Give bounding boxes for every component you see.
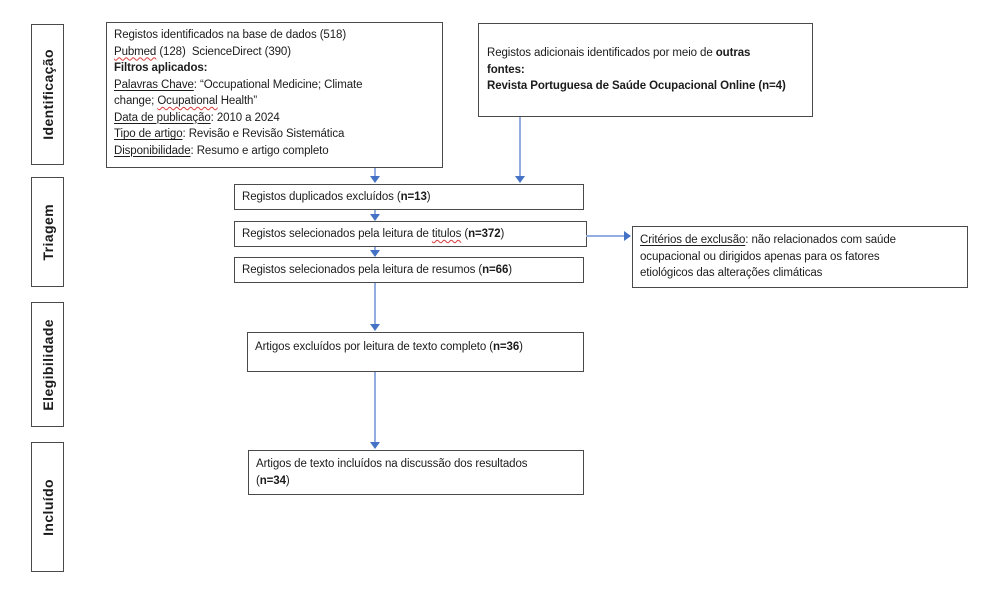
text-line (640, 265, 960, 282)
arrow-fulltext-to-included-icon (370, 372, 380, 449)
text-line (255, 339, 576, 356)
arrow-down-head-icon (515, 176, 525, 183)
arrow-shaft (586, 235, 625, 237)
text-segment: (128) ScienceDirect (390) (156, 45, 291, 58)
arrow-down-head-icon (370, 176, 380, 183)
arrow-titles-to-exclusion-criteria-icon (586, 231, 631, 241)
text-line (256, 456, 576, 473)
arrow-shaft (374, 372, 376, 443)
text-segment: Critérios de exclusão (640, 234, 746, 247)
text-segment: Filtros aplicados: (114, 62, 208, 74)
text-line (487, 45, 805, 62)
text-segment: Registos selecionados pela leitura de resumos ( (242, 263, 483, 276)
text-line (487, 62, 805, 79)
text-line (640, 249, 960, 266)
text-segment: : “Occupational Medicine; Climate (193, 78, 363, 91)
text-segment: Registos duplicados excluídos ( (242, 190, 401, 203)
stage-box-incluido (31, 442, 64, 572)
text-segment: Registos identificados na base de dados (518) (114, 29, 347, 41)
arrow-shaft (374, 283, 376, 325)
text-line (114, 143, 435, 160)
text-segment: Disponibilidade (114, 144, 191, 157)
text-segment: fontes: (487, 63, 525, 76)
stage-box-elegibilidade (31, 302, 64, 427)
text-segment: Registos adicionais identificados por meio de (487, 47, 716, 60)
text-segment: Ocupational (157, 95, 218, 107)
text-segment: change; (114, 95, 158, 107)
text-segment: : Resumo e artigo completo (190, 144, 329, 157)
stage-label-triagem: Triagem (39, 203, 56, 261)
exclusion-criteria-box (632, 226, 968, 288)
text-line (242, 189, 576, 206)
text-segment: n=372 (468, 227, 501, 240)
text-segment: n=34 (259, 474, 286, 487)
arrow-right-head-icon (624, 231, 631, 241)
text-segment: outras (715, 47, 751, 60)
text-segment: titulos (431, 227, 462, 240)
text-line (640, 232, 960, 249)
arrow-down-head-icon (370, 214, 380, 221)
text-segment: ) (426, 190, 431, 203)
text-segment: ( (461, 227, 469, 240)
text-segment: Artigos excluídos por leitura de texto completo ( (255, 341, 493, 353)
text-segment: ) (519, 341, 523, 353)
text-segment: Tipo de artigo (114, 128, 183, 140)
text-line (114, 27, 435, 44)
arrow-abstracts-to-fulltext-icon (370, 283, 380, 331)
text-segment: ocupacional ou dirigidos apenas para os fatores (640, 250, 880, 263)
text-segment: Health” (217, 95, 258, 107)
text-line (256, 473, 576, 490)
text-line (114, 126, 435, 143)
text-segment: : não relacionados com saúde (745, 234, 896, 247)
records-identified-databases-box (106, 22, 443, 168)
records-other-sources-box (478, 23, 813, 117)
text-segment: Pubmed (114, 45, 157, 58)
text-segment: Revista Portuguesa de Saúde Ocupacional Online (n=4) (487, 80, 786, 93)
stage-box-triagem (31, 177, 64, 287)
text-segment: n=13 (400, 190, 427, 203)
stage-label-incluido: Incluído (39, 478, 56, 536)
text-line (114, 60, 435, 77)
text-line (114, 77, 435, 94)
text-segment: n=66 (482, 263, 509, 276)
text-segment: Palavras Chave (114, 78, 194, 91)
text-segment: Registos selecionados pela leitura de (242, 227, 432, 240)
text-segment: ) (500, 227, 505, 240)
text-line (242, 262, 576, 279)
text-segment: : 2010 a 2024 (210, 111, 280, 124)
arrow-duplicates-to-titles-icon (370, 210, 380, 221)
arrow-down-head-icon (370, 324, 380, 331)
text-segment: ( (256, 474, 260, 487)
included-in-discussion-box (248, 450, 584, 495)
text-segment: ) (285, 474, 290, 487)
text-segment: etiológicos das alterações climáticas (640, 267, 823, 280)
arrow-shaft (519, 117, 521, 177)
text-segment: Data de publicação (114, 111, 211, 124)
arrow-down-head-icon (370, 442, 380, 449)
duplicates-excluded-box (234, 184, 584, 210)
text-segment: ) (508, 263, 512, 276)
text-segment: n=36 (493, 341, 520, 353)
stage-box-identificacao (31, 24, 64, 165)
text-segment: Artigos de texto incluídos na discussão dos resultados (256, 458, 528, 470)
stage-label-identificacao: Identificação (39, 49, 56, 140)
selected-by-abstract-box (234, 257, 584, 283)
text-segment: : Revisão e Revisão Sistemática (182, 128, 345, 140)
text-line (114, 44, 435, 61)
fulltext-excluded-box (247, 332, 584, 372)
text-line (114, 110, 435, 127)
selected-by-title-box (234, 221, 587, 247)
text-line (114, 93, 435, 110)
text-line (487, 78, 805, 95)
arrow-down-head-icon (370, 250, 380, 257)
stage-label-elegibilidade: Elegibilidade (39, 318, 56, 411)
arrow-titles-to-abstracts-icon (370, 247, 380, 257)
text-line (242, 226, 579, 243)
arrow-other-sources-to-duplicates-icon (515, 117, 525, 183)
arrow-database-to-duplicates-icon (370, 168, 380, 183)
